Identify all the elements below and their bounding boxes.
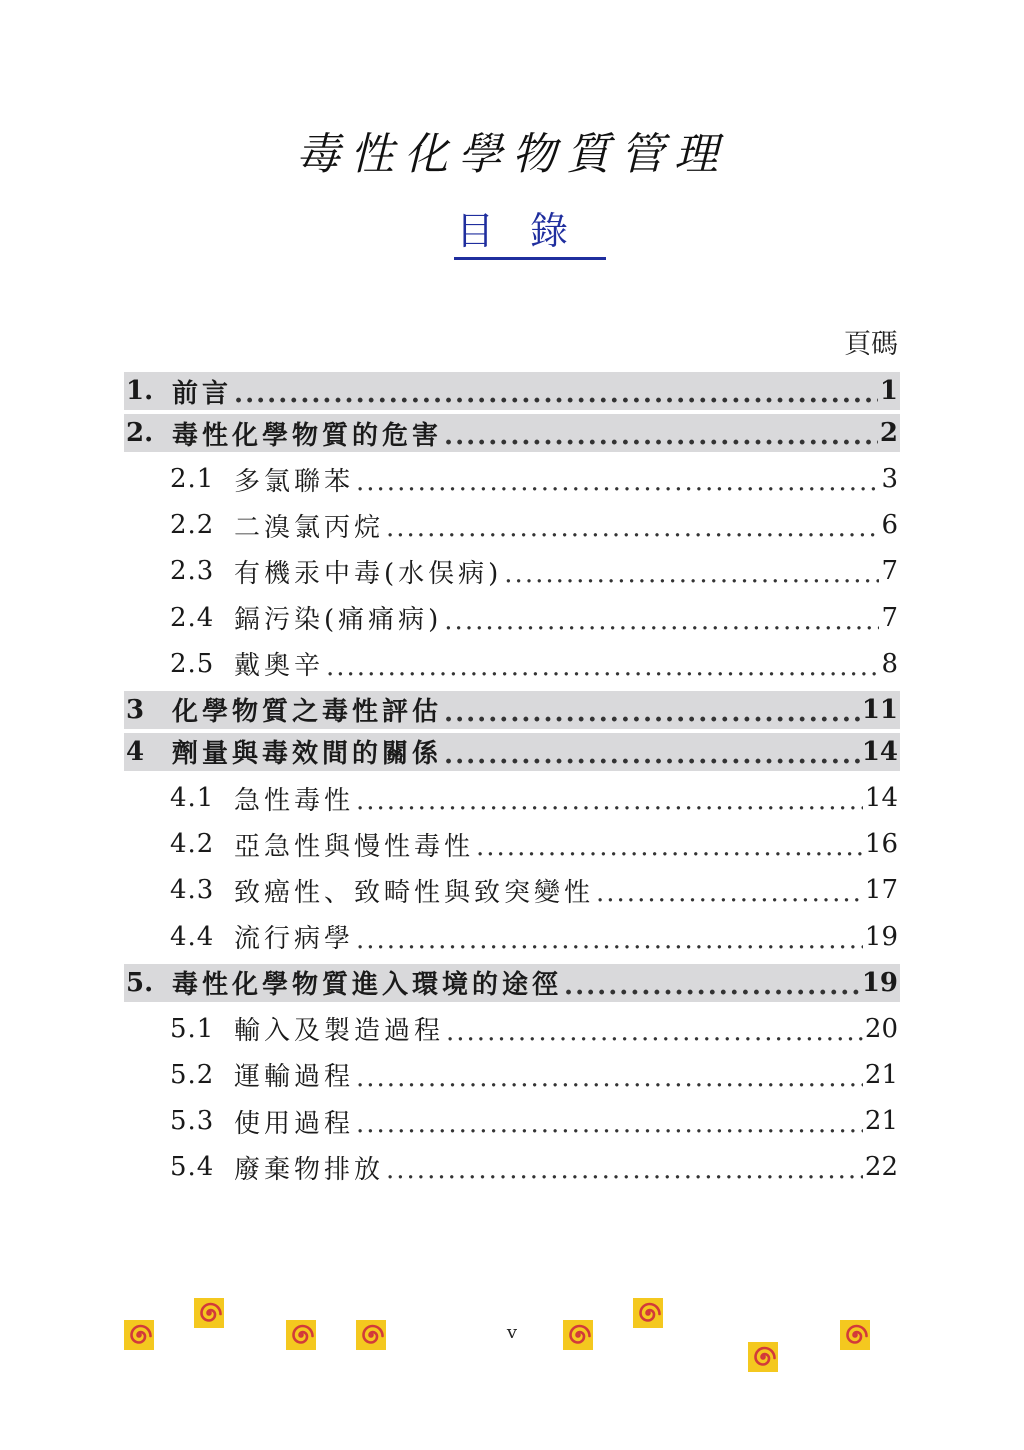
spiral-icon bbox=[124, 1320, 154, 1350]
toc-entry-page: 6 bbox=[881, 510, 898, 541]
toc-section-row[interactable] bbox=[124, 821, 900, 867]
toc-entry-label: 前言 bbox=[172, 378, 233, 409]
toc-heading-text: 目錄 bbox=[454, 200, 606, 260]
toc-entry-number: 5.1 bbox=[170, 1013, 215, 1044]
dot-leader bbox=[326, 652, 879, 682]
toc-section-row[interactable] bbox=[124, 1006, 900, 1052]
toc-entry-number: 2. bbox=[126, 418, 154, 448]
toc-section-row[interactable] bbox=[124, 914, 900, 960]
toc-entry-label: 使用過程 bbox=[234, 1108, 355, 1139]
dot-leader bbox=[564, 971, 860, 1001]
dot-leader bbox=[596, 878, 863, 908]
toc-entry-number: 4.3 bbox=[170, 875, 215, 906]
toc-entry-page: 22 bbox=[864, 1152, 898, 1183]
toc-entry-page: 20 bbox=[864, 1013, 898, 1044]
dot-leader bbox=[356, 786, 863, 816]
toc-entry-label: 有機汞中毒(水俣病) bbox=[234, 558, 503, 589]
toc-entry-number: 5. bbox=[126, 967, 154, 998]
toc-entry-label: 毒性化學物質進入環境的途徑 bbox=[172, 970, 563, 1001]
toc-section-row[interactable] bbox=[124, 1144, 900, 1190]
document-title: 毒性化學物質管理 bbox=[296, 129, 728, 180]
toc-section-row[interactable] bbox=[124, 1098, 900, 1144]
toc-chapter-row[interactable] bbox=[124, 733, 900, 771]
toc-section-row[interactable] bbox=[124, 641, 900, 687]
toc-entry-label: 戴奧辛 bbox=[234, 651, 325, 682]
dot-leader bbox=[356, 1109, 863, 1139]
toc-section-row[interactable] bbox=[124, 502, 900, 548]
dot-leader bbox=[444, 421, 878, 451]
toc-entry-number: 2.3 bbox=[170, 556, 215, 587]
toc-entry-page: 7 bbox=[881, 556, 898, 587]
toc-entry-page: 14 bbox=[861, 736, 898, 767]
dot-leader bbox=[444, 606, 879, 636]
dot-leader bbox=[356, 925, 863, 955]
toc-entry-number: 4.1 bbox=[170, 783, 215, 814]
spiral-icon bbox=[194, 1298, 224, 1328]
toc-section-row[interactable] bbox=[124, 867, 900, 913]
spiral-icon bbox=[563, 1320, 593, 1350]
toc-entry-label: 流行病學 bbox=[234, 924, 355, 955]
toc-entry-page: 2 bbox=[879, 418, 898, 448]
toc-entry-page: 21 bbox=[864, 1106, 898, 1137]
toc-section-row[interactable] bbox=[124, 456, 900, 502]
toc-entry-page: 7 bbox=[881, 602, 898, 633]
dot-leader bbox=[444, 740, 860, 770]
toc-entry-page: 3 bbox=[881, 464, 898, 495]
toc-entry-number: 3 bbox=[126, 694, 145, 725]
dot-leader bbox=[386, 513, 879, 543]
dot-leader bbox=[234, 379, 878, 409]
toc-section-row[interactable] bbox=[124, 1052, 900, 1098]
toc-entry-label: 毒性化學物質的危害 bbox=[172, 420, 443, 451]
toc-entry-page: 16 bbox=[864, 829, 898, 860]
toc-entry-label: 二溴氯丙烷 bbox=[234, 512, 385, 543]
toc-entry-page: 1 bbox=[879, 376, 898, 406]
toc-entry-number: 2.4 bbox=[170, 602, 215, 633]
toc-entry-label: 廢棄物排放 bbox=[234, 1154, 385, 1185]
dot-leader bbox=[446, 1017, 863, 1047]
toc-entry-number: 2.5 bbox=[170, 648, 215, 679]
toc-entry-number: 5.4 bbox=[170, 1152, 215, 1183]
toc-entry-number: 4 bbox=[126, 736, 145, 767]
page-number: v bbox=[506, 1322, 518, 1343]
toc-entry-page: 14 bbox=[864, 783, 898, 814]
toc-heading bbox=[0, 200, 1024, 260]
dot-leader bbox=[504, 559, 879, 589]
toc-entry-page: 19 bbox=[861, 967, 898, 998]
toc-entry-number: 5.3 bbox=[170, 1106, 215, 1137]
page-column-header: 頁碼 bbox=[844, 329, 898, 360]
toc-entry-number: 1. bbox=[126, 376, 154, 406]
spiral-icon bbox=[840, 1320, 870, 1350]
toc-entry-label: 劑量與毒效間的關係 bbox=[172, 739, 443, 770]
spiral-icon bbox=[633, 1298, 663, 1328]
dot-leader bbox=[356, 1063, 863, 1093]
toc-chapter-row[interactable] bbox=[124, 964, 900, 1002]
toc-entry-number: 4.4 bbox=[170, 921, 215, 952]
toc-entry-number: 2.2 bbox=[170, 510, 215, 541]
toc-entry-label: 多氯聯苯 bbox=[234, 466, 355, 497]
toc-chapter-row[interactable] bbox=[124, 691, 900, 729]
spiral-icon bbox=[356, 1320, 386, 1350]
toc-entry-label: 輸入及製造過程 bbox=[234, 1016, 445, 1047]
toc-entry-label: 急性毒性 bbox=[234, 785, 355, 816]
toc-entry-page: 11 bbox=[861, 694, 898, 725]
toc-entry-number: 4.2 bbox=[170, 829, 215, 860]
toc-entry-page: 8 bbox=[881, 648, 898, 679]
table-of-contents bbox=[124, 368, 900, 1190]
toc-section-row[interactable] bbox=[124, 548, 900, 594]
toc-section-row[interactable] bbox=[124, 775, 900, 821]
toc-entry-label: 化學物質之毒性評估 bbox=[172, 697, 443, 728]
dot-leader bbox=[444, 698, 860, 728]
dot-leader bbox=[476, 832, 863, 862]
toc-entry-label: 鎘污染(痛痛病) bbox=[234, 605, 443, 636]
toc-entry-number: 5.2 bbox=[170, 1059, 215, 1090]
dot-leader bbox=[356, 467, 879, 497]
toc-entry-page: 19 bbox=[864, 921, 898, 952]
toc-entry-label: 亞急性與慢性毒性 bbox=[234, 831, 475, 862]
toc-chapter-row[interactable] bbox=[124, 414, 900, 452]
toc-entry-page: 21 bbox=[864, 1059, 898, 1090]
spiral-icon bbox=[286, 1320, 316, 1350]
toc-entry-label: 運輸過程 bbox=[234, 1062, 355, 1093]
toc-chapter-row[interactable] bbox=[124, 372, 900, 410]
toc-section-row[interactable] bbox=[124, 595, 900, 641]
toc-entry-label: 致癌性、致畸性與致突變性 bbox=[234, 877, 595, 908]
toc-entry-page: 17 bbox=[864, 875, 898, 906]
spiral-icon bbox=[748, 1342, 778, 1372]
toc-entry-number: 2.1 bbox=[170, 464, 215, 495]
dot-leader bbox=[386, 1155, 863, 1185]
